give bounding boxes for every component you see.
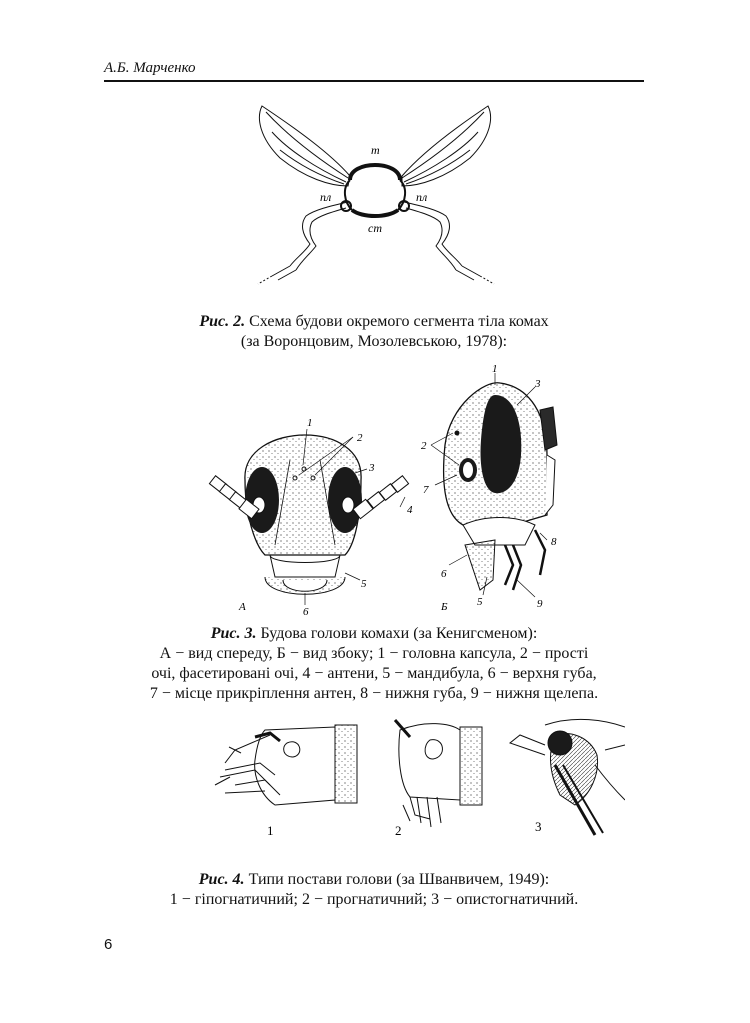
label-sternum: ст [368, 221, 382, 235]
side-label-1: 1 [492, 365, 498, 375]
side-label-9: 9 [537, 598, 543, 610]
header-rule [104, 80, 644, 82]
fig3-caption-line3: очі, фасетировані очі, 4 − антени, 5 − мандибула, 6 − верхня губа, [151, 665, 597, 682]
fig4-caption-line1: Типи постави голови (за Шванвичем, 1949): [244, 871, 550, 888]
side-label-5: 5 [477, 596, 483, 608]
fig2-caption-line1: Схема будови окремого сегмента тіла комах [245, 313, 549, 330]
front-label-4: 4 [407, 504, 413, 516]
head-type-prognathous [395, 720, 482, 827]
head-type-hypognathous [215, 725, 357, 805]
label-pleuron-right: пл [416, 190, 428, 204]
fig4-caption-line2: 1 − гіпогнатичний; 2 − прогнатичний; 3 − опистогнатичний. [169, 891, 579, 908]
figure-3-caption [98, 624, 650, 704]
fig4-label-2: 2 [395, 823, 402, 838]
fig3-caption-line2: А − вид спереду, Б − вид збоку; 1 − головна капсула, 2 − прості [159, 645, 589, 662]
fig4-caption-prefix: Рис. 4. [198, 871, 245, 888]
fig3-caption-line1: Будова голови комахи (за Кенигсменом): [256, 625, 538, 642]
head-side-view [421, 365, 557, 613]
fig4-label-1: 1 [267, 823, 274, 838]
page-number: 6 [104, 936, 113, 953]
fig3-caption-line4: 7 − місце прикріплення антен, 8 − нижня губа, 9 − нижня щелепа. [149, 685, 599, 702]
side-label-8: 8 [551, 536, 557, 548]
view-label-b: Б [441, 601, 448, 613]
front-label-3: 3 [369, 462, 375, 474]
side-label-3: 3 [535, 378, 541, 390]
label-tergum: т [371, 143, 380, 157]
figure-4-head-posture-types [205, 715, 625, 840]
figure-3-head-structure [195, 365, 575, 620]
figure-2-segment-diagram [250, 98, 500, 288]
front-label-5: 5 [361, 578, 367, 590]
fig3-caption-prefix: Рис. 3. [210, 625, 257, 642]
label-pleuron-left: пл [320, 190, 332, 204]
head-front-view [209, 417, 413, 618]
front-label-2: 2 [357, 432, 363, 444]
running-header-author: А.Б. Марченко [104, 60, 196, 76]
front-label-6: 6 [303, 606, 309, 618]
figure-4-caption [104, 870, 644, 910]
head-type-opisthognathous [510, 719, 625, 835]
fig2-caption-line2: (за Воронцовим, Мозолевською, 1978): [240, 333, 508, 350]
side-label-7: 7 [423, 484, 429, 496]
fig2-caption-prefix: Рис. 2. [199, 313, 246, 330]
side-label-6: 6 [441, 568, 447, 580]
fig4-label-3: 3 [535, 819, 542, 834]
figure-2-caption [104, 312, 644, 352]
side-label-2: 2 [421, 440, 427, 452]
front-label-1: 1 [307, 417, 313, 429]
view-label-a: А [239, 601, 246, 613]
